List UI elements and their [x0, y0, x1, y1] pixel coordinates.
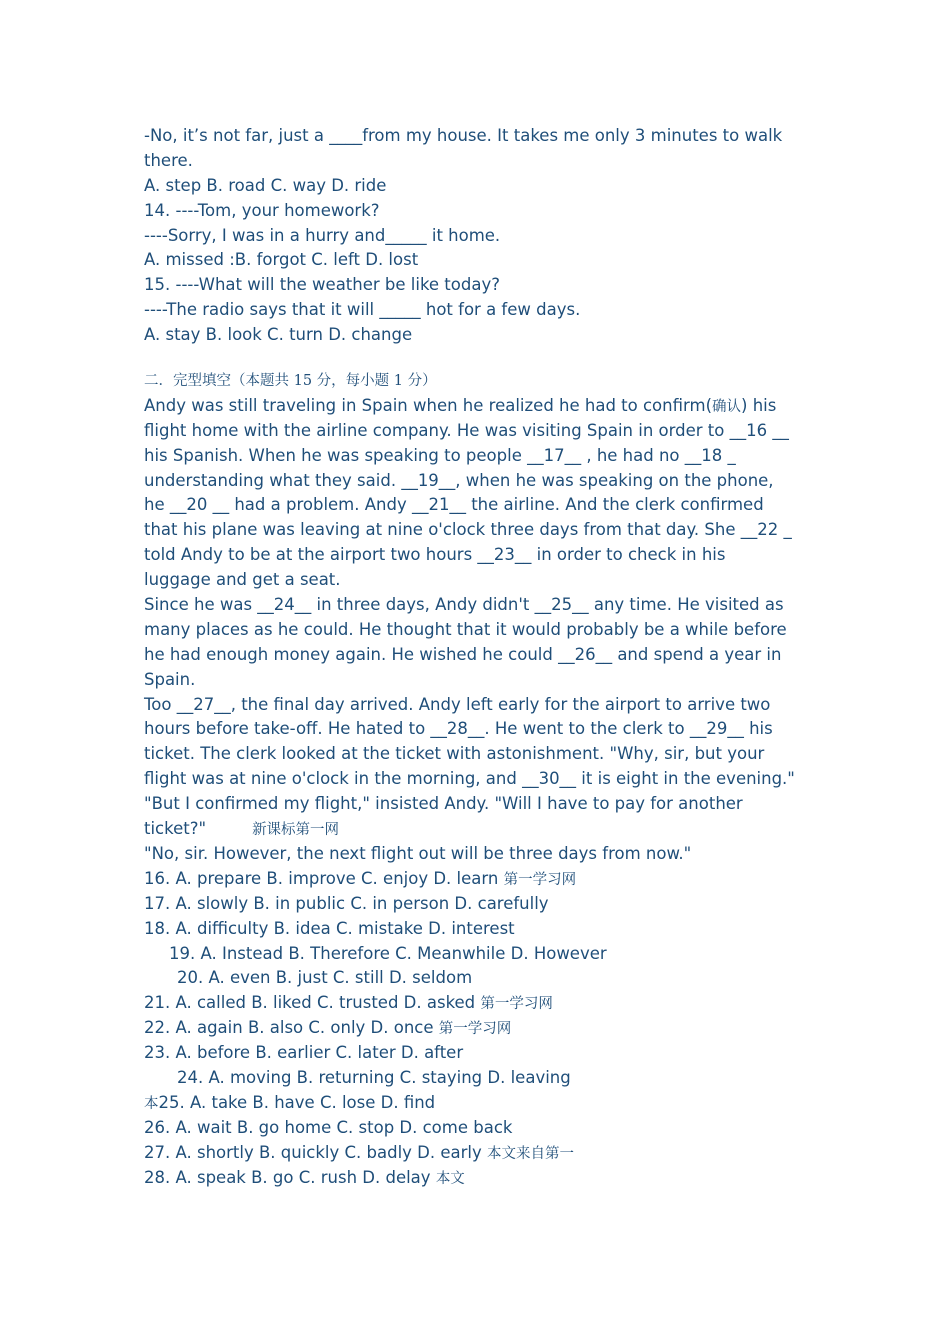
chinese-gloss: 确认 [712, 398, 742, 415]
passage-line: "No, sir. However, the next flight out will be three days from now." [144, 843, 692, 863]
watermark-text: 本 [144, 1095, 159, 1112]
passage-line: told Andy to be at the airport two hours __23__ in order to check in his [144, 545, 726, 565]
passage-line: Spain. [144, 669, 196, 689]
passage-line: flight home with the airline company. He was visiting Spain in order to __16 __ [144, 420, 789, 440]
passage-line: ticket. The clerk looked at the ticket with astonishment. "Why, sir, but your [144, 744, 765, 764]
option-text: 27. A. shortly B. quickly C. badly D. early [144, 1142, 488, 1162]
passage-line: "But I confirmed my flight," insisted Andy. "Will I have to pay for another [144, 794, 743, 814]
option-20: 20. A. even B. just C. still D. seldom [177, 968, 473, 988]
option-16 [144, 867, 824, 892]
answer-options: A. step B. road C. way D. ride [144, 175, 387, 195]
spacer [144, 348, 824, 369]
section-heading: 二．完型填空（本题共 15 分，每小题 1 分） [144, 373, 437, 390]
watermark-text: 本文来自第一 [487, 1145, 575, 1162]
option-28 [144, 1166, 824, 1191]
passage-line: his Spanish. When he was speaking to people __17__ , he had no __18 _ [144, 445, 736, 465]
passage-line: Too __27__, the final day arrived. Andy left early for the airport to arrive two [144, 694, 771, 714]
passage-text: ) his [741, 395, 777, 415]
option-18: 18. A. difficulty B. idea C. mistake D. interest [144, 918, 515, 938]
option-21 [144, 991, 824, 1016]
passage-text: Andy was still traveling in Spain when he realized he had to confirm( [144, 395, 713, 415]
watermark-text: 第一学习网 [438, 1021, 512, 1038]
text-line: -No, it’s not far, just a ____from my house. It takes me only 3 minutes to walk [144, 126, 783, 145]
option-text: 16. A. prepare B. improve C. enjoy D. learn [144, 868, 504, 888]
passage-line: hours before take-off. He hated to __28__. He went to the clerk to __29__ his [144, 719, 773, 739]
option-24: 24. A. moving B. returning C. staying D. leaving [177, 1067, 571, 1087]
answer-options: A. stay B. look C. turn D. change [144, 325, 413, 345]
passage-line: that his plane was leaving at nine o'clock three days from that day. She __22 _ [144, 520, 792, 540]
watermark-text: 本文 [435, 1170, 465, 1187]
passage-line: he __20 __ had a problem. Andy __21__ the airline. And the clerk confirmed [144, 495, 764, 515]
passage-line [144, 817, 824, 842]
option-27 [144, 1141, 824, 1166]
watermark-text: 第一学习网 [480, 996, 553, 1013]
option-22 [144, 1016, 824, 1041]
passage-line: flight was at nine o'clock in the morning, and __30__ it is eight in the evening." [144, 769, 795, 789]
option-19: 19. A. Instead B. Therefore C. Meanwhile D. However [169, 943, 607, 963]
passage-line: understanding what they said. __19__, when he was speaking on the phone, [144, 470, 774, 490]
question-15: 15. ----What will the weather be like today? [144, 275, 500, 295]
passage-line: he had enough money again. He wished he could __26__ and spend a year in [144, 644, 782, 664]
option-17: 17. A. slowly B. in public C. in person D. carefully [144, 893, 549, 913]
document-page [144, 124, 824, 1190]
text-line: there. [144, 150, 193, 170]
answer-options: A. missed :B. forgot C. left D. lost [144, 250, 419, 270]
option-text: 21. A. called B. liked C. trusted D. asked [144, 993, 481, 1013]
watermark-text: 新课标第一网 [252, 822, 340, 839]
option-26: 26. A. wait B. go home C. stop D. come back [144, 1117, 513, 1137]
question-14: 14. ----Tom, your homework? [144, 200, 380, 220]
passage-line: luggage and get a seat. [144, 570, 341, 590]
option-25 [144, 1091, 824, 1116]
passage-line: Since he was __24__ in three days, Andy didn't __25__ any time. He visited as [144, 595, 784, 615]
passage-line [144, 394, 824, 419]
option-text: 28. A. speak B. go C. rush D. delay [144, 1167, 436, 1187]
option-text: 25. A. take B. have C. lose D. find [158, 1092, 436, 1112]
passage-text: ticket?" [144, 819, 207, 839]
option-23: 23. A. before B. earlier C. later D. after [144, 1043, 464, 1063]
passage-line: many places as he could. He thought that it would probably be a while before [144, 619, 787, 639]
text-line: ----Sorry, I was in a hurry and_____ it home. [144, 225, 501, 245]
watermark-text: 第一学习网 [503, 871, 577, 888]
text-line: ----The radio says that it will _____ hot for a few days. [144, 300, 581, 320]
option-text: 22. A. again B. also C. only D. once [144, 1018, 439, 1038]
